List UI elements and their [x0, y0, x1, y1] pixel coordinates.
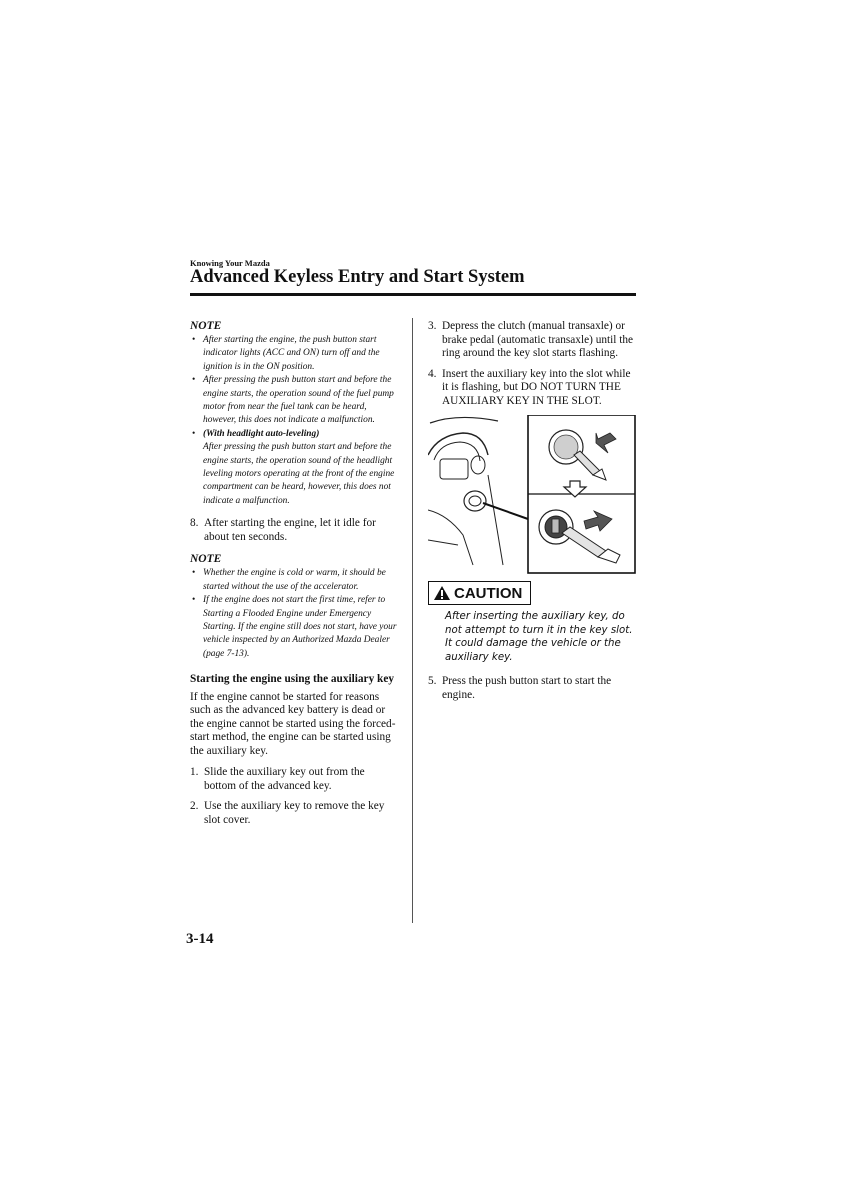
section-label: Knowing Your Mazda: [190, 258, 270, 268]
note-item: • If the engine does not start the first time, refer to Starting a Flooded Engine under Emergency Starting. If the engine still does not start, have your vehicle inspected by an Authorized Mazda Dealer (page 7-13).: [192, 595, 397, 659]
note-list: [190, 334, 398, 508]
caution-label: CAUTION: [454, 584, 523, 602]
page-number: 3-14: [186, 931, 214, 947]
page-title: Advanced Keyless Entry and Start System: [190, 267, 525, 287]
note-item: • After starting the engine, the push button start indicator lights (ACC and ON) turn off and the ignition is in the ON position.: [192, 335, 380, 372]
note-item: • (With headlight auto-leveling) After pressing the push button start and before the engine starts, the operation sound of the headlight leveling motors operating at the front of the engine compartment can be heard, however, this does not indicate a malfunction.: [190, 428, 398, 508]
column-divider: [412, 318, 413, 923]
paragraph: If the engine cannot be started for reasons such as the advanced key battery is dead or the engine cannot be started using the forced-start method, the engine can be started using the auxiliary key.: [190, 690, 396, 757]
warning-triangle-icon: [433, 585, 451, 601]
note-heading: NOTE: [190, 553, 222, 566]
left-column: [190, 320, 398, 827]
step-item: 4. Insert the auxiliary key into the slot while it is flashing, but DO NOT TURN THE AUXILIARY KEY IN THE SLOT.: [428, 367, 631, 407]
right-column: [428, 320, 636, 702]
caution-text: After inserting the auxiliary key, do not attempt to turn it in the key slot. It could damage the vehicle or the auxiliary key.: [445, 611, 633, 663]
note-item: • Whether the engine is cold or warm, it should be started without the use of the accelerator.: [192, 568, 386, 592]
note-heading: NOTE: [190, 320, 222, 332]
caution-box: [428, 581, 531, 605]
subheading: Starting the engine using the auxiliary key: [190, 673, 394, 686]
step-item: 1. Slide the auxiliary key out from the bottom of the advanced key.: [190, 766, 365, 792]
step-item: 2. Use the auxiliary key to remove the key slot cover.: [190, 800, 385, 826]
note-list: [190, 567, 398, 661]
note-item: • After pressing the push button start and before the engine starts, the operation sound of the fuel pump motor from near the fuel tank can be heard, however, this does not indicate a malfunction.: [192, 375, 394, 426]
key-slot-illustration: [428, 415, 636, 575]
title-rule: [190, 293, 636, 296]
step-item: 5. Press the push button start to start the engine.: [428, 675, 612, 701]
note-item-heading: (With headlight auto-leveling): [203, 428, 320, 439]
step-item: 8. After starting the engine, let it idle for about ten seconds.: [190, 517, 376, 543]
step-item: 3. Depress the clutch (manual transaxle) or brake pedal (automatic transaxle) until the ring around the key slot starts flashing.: [428, 320, 634, 359]
